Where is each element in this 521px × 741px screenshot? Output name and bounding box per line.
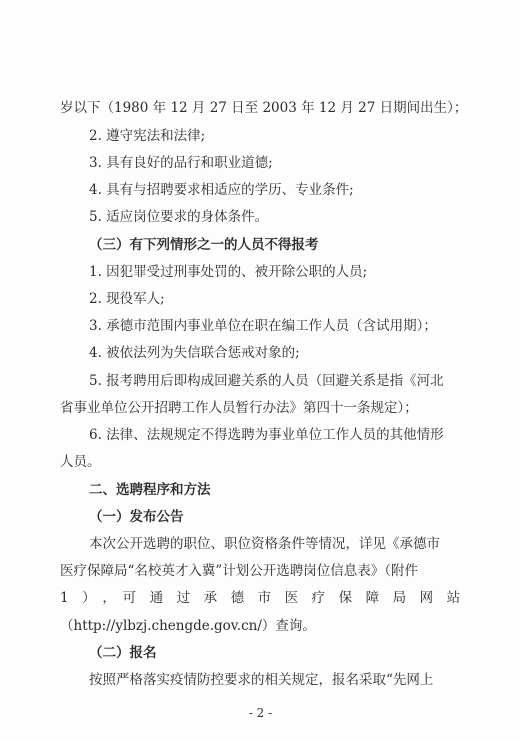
text-line-announcement-url: （http://ylbzj.chengde.gov.cn/）查询。	[60, 618, 316, 634]
text-line-exclusion-6: 6. 法律、法规规定不得选聘为事业单位工作人员的其他情形	[89, 427, 444, 443]
text-line-announcement-1: 本次公开选聘的职位、职位资格条件等情况，详见《承德市	[89, 536, 440, 552]
text-line-condition-3: 3. 具有良好的品行和职业道德;	[89, 155, 273, 171]
text-line-exclusion-2: 2. 现役军人;	[89, 291, 165, 307]
text-line-announcement-3: 1 ） ， 可 通 过 承 德 市 医 疗 保 障 局 网 站	[60, 590, 461, 606]
text-line-condition-2: 2. 遵守宪法和法律;	[89, 128, 206, 144]
text-line-announcement-2: 医疗保障局“名校英才入冀”计划公开选聘岗位信息表》（附件	[60, 563, 419, 579]
page-number: - 2 -	[248, 706, 273, 720]
text-line-exclusion-1: 1. 因犯罪受过刑事处罚的、被开除公职的人员;	[89, 264, 368, 280]
subsection-heading-registration: （二）报名	[89, 645, 157, 661]
text-line-age-range: 岁以下（1980 年 12 月 27 日至 2003 年 12 月 27 日期间出生）；	[60, 100, 468, 116]
text-line-exclusion-5: 5. 报考聘用后即构成回避关系的人员（回避关系是指《河北	[89, 373, 444, 389]
text-line-condition-4: 4. 具有与招聘要求相适应的学历、专业条件;	[89, 182, 354, 198]
subsection-heading-announcement: （一）发布公告	[89, 509, 184, 525]
text-line-condition-5: 5. 适应岗位要求的身体条件。	[89, 209, 269, 225]
text-line-exclusion-6-cont: 人员。	[60, 454, 101, 470]
text-line-exclusion-4: 4. 被依法列为失信联合惩戒对象的;	[89, 345, 300, 361]
text-line-exclusion-5-cont: 省事业单位公开招聘工作人员暂行办法》第四十一条规定）；	[60, 400, 418, 416]
section-heading-procedure: 二、选聘程序和方法	[89, 482, 211, 498]
text-line-registration-1: 按照严格落实疫情防控要求的相关规定，报名采取“先网上	[89, 672, 434, 688]
section-heading-exclusions: （三）有下列情形之一的人员不得报考	[89, 237, 319, 253]
text-line-exclusion-3: 3. 承德市范围内事业单位在职在编工作人员（含试用期）；	[89, 318, 437, 334]
